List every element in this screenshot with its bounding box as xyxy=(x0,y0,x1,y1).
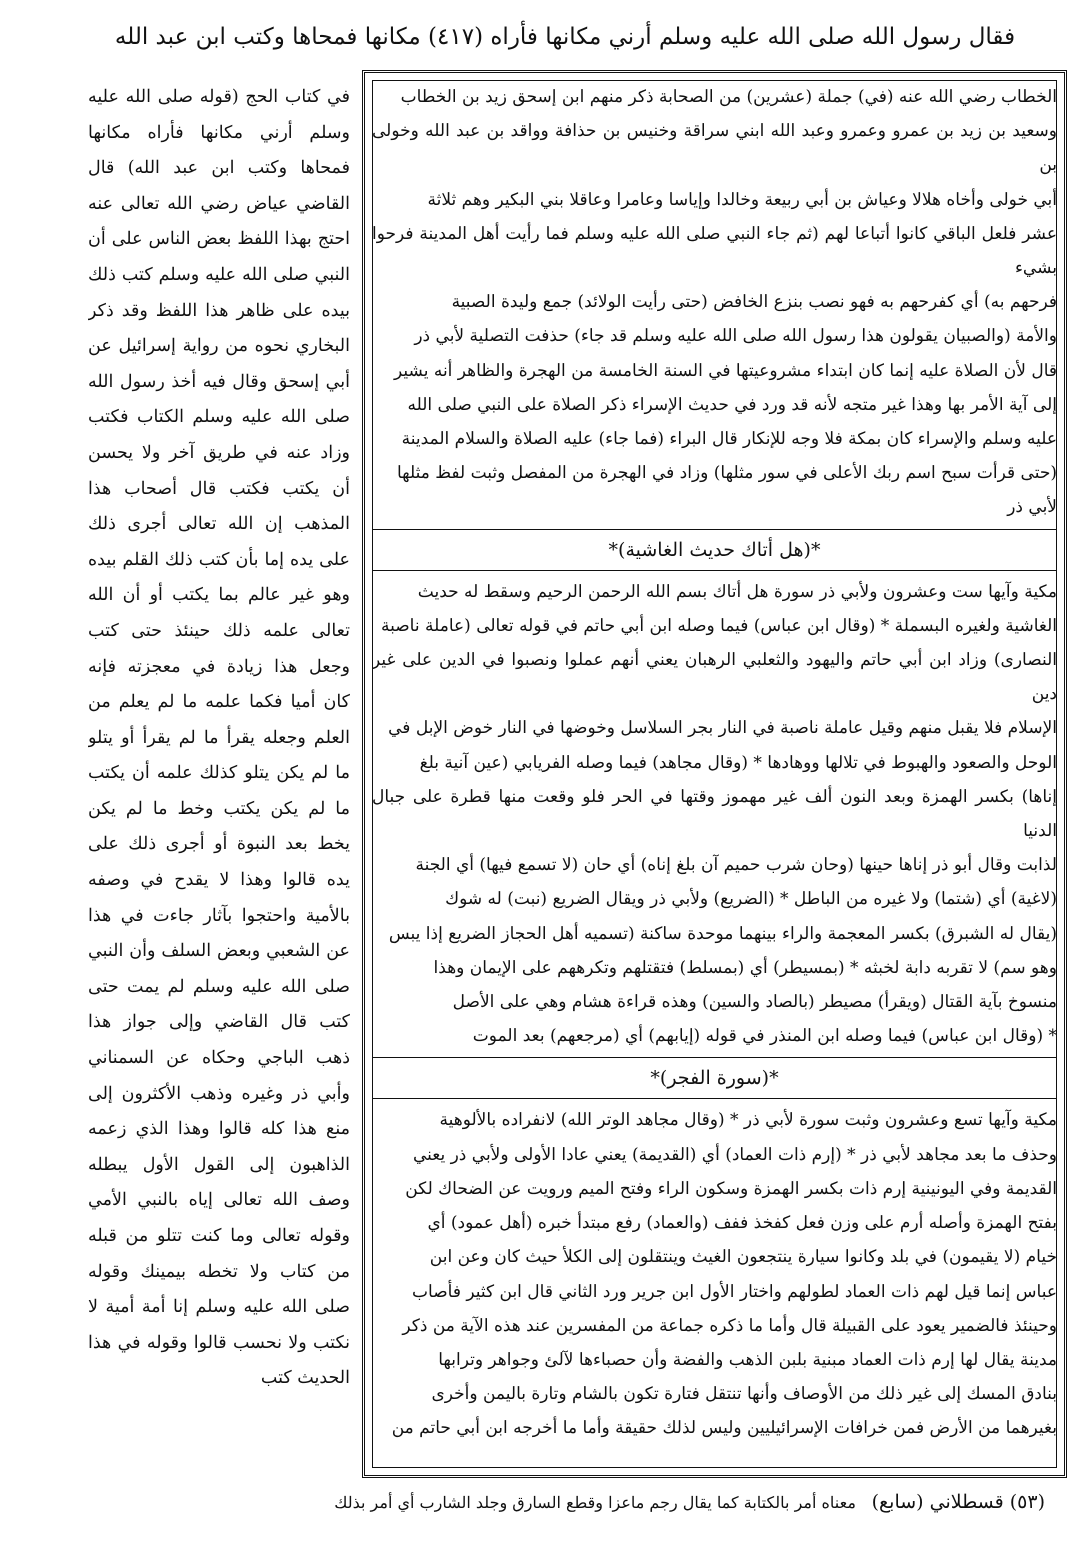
margin-commentary-column xyxy=(88,80,350,1478)
main-line: والأمة (والصبيان يقولون هذا رسول الله صلى الله عليه وسلم قد جاء) حذفت التصلية لأبي ذر xyxy=(414,326,1057,347)
main-line: وحينئذ فالضمير يعود على القبيلة قال وأما ما ذكره جماعة من المفسرين عند هذه الآية من ذكر xyxy=(402,1315,1057,1336)
section-heading-ghashiya: *(هل أتاك حديث الغاشية)* xyxy=(372,529,1057,571)
main-line: مكية وآيها تسع وعشرون وثبت سورة لأبي ذر * (وقال مجاهد الوتر الله) لانفراده بالألوهية xyxy=(439,1110,1057,1131)
main-line: (حتى قرأت سبح اسم ربك الأعلى في سور مثلها) وزاد في الهجرة من المفصل وثبت لفظ مثلها xyxy=(397,463,1057,484)
main-line: أبي خولى وأخاه هلالا وعياش بن أبي ربيعة وخالدا وإياسا وعامرا وعاقلا بني البكير وهم ثلاثة xyxy=(427,189,1057,210)
main-line: عباس إنما قيل لهم ذات العماد لطولهم واختار الأول ابن جرير ورد الثاني قال ابن كثير فأصاب xyxy=(412,1281,1057,1302)
main-line: مدينة يقال لها إرم ذات العماد مبنية بلبن الذهب والفضة وأن حصباءها لآلئ وجواهر وترابها xyxy=(438,1349,1057,1370)
main-line: الوحل والصعود والهبوط في تلالها ووهادها * (وقال مجاهد) فيما وصله الفريابي (عين آنية بلغ xyxy=(419,752,1057,773)
main-line: وحذف ما بعد مجاهد لأبي ذر * (إرم ذات العماد) أي (القديمة) يعني عادا الأولى ولأبي ذر يعني xyxy=(412,1144,1057,1165)
main-line: منسوخ بآية القتال (ويقرأ) مصيطر (بالصاد والسين) وهذه قراءة هشام وهي على الأصل xyxy=(452,992,1057,1013)
main-block-1 xyxy=(372,80,1057,525)
main-line: وسعيد بن زيد بن عمرو وعمرو وعبد الله ابني سراقة وخنيس بن حذافة وواقد بن عبد الله وخولى بن xyxy=(372,121,1057,176)
main-line: الخطاب رضي الله عنه (في) جملة (عشرين) من الصحابة ذكر منهم ابن إسحق زيد بن الخطاب xyxy=(400,87,1057,107)
main-line: وهو سم) لا تقربه دابة لخبثه * (بمسيطر) أي (بمسلط) فتقتلهم وتكرههم على الإيمان وهذا xyxy=(433,957,1057,978)
section-heading-fajr: *(سورة الفجر)* xyxy=(372,1057,1057,1099)
main-line: إناها) بكسر الهمزة وبعد النون ألف غير مهموز وقتها في الحر فلو وقعت منها قطرة على جبال الدنيا xyxy=(372,786,1057,842)
main-line: (لاغية) أي (شتما) ولا غيره من الباطل * (الضريع) ولأبي ذر ويقال الضريع (نبت) له شوك xyxy=(445,889,1057,910)
main-line: النصارى) وزاد ابن أبي حاتم واليهود والثعلبي الرهبان يعني أنهم عملوا ونصبوا في الدين على غير دين xyxy=(372,650,1057,705)
main-line: بغيرهما من الأرض فمن خرافات الإسرائيليين وليس لذلك حقيقة وأما ما أخرجه ابن أبي حاتم من xyxy=(391,1418,1057,1439)
margin-text: في كتاب الحج (قوله صلى الله عليه وسلم أرني مكانها فأراه مكانها فمحاها وكتب ابن عبد الله) قال القاضي عياض رضي الله تعالى عنه احتج بهذا اللفظ بعض الناس على أن النبي صلى الله عليه وسلم كتب ذلك بيده على ظاهر هذا اللفظ وقد ذكر البخاري نحوه من رواية إسرائيل عن أبي إسحق وقال فيه أخذ رسول الله صلى الله عليه وسلم الكتاب فكتب وزاد عنه في طريق آخر ولا يحسن أن يكتب فكتب قال أصحاب هذا المذهب إن الله تعالى أجرى ذلك على يده إما بأن كتب ذلك القلم بيده وهو غير عالم بما يكتب أو أن الله تعالى علمه ذلك حينئذ حتى كتب وجعل هذا زيادة في معجزته فإنه كان أميا فكما علمه ما لم يعلم من العلم وجعله يقرأ ما لم يقرأ أو يتلو ما لم يكن يتلو كذلك علمه أن يكتب ما لم يكن يكتب وخط ما لم يكن يخط بعد النبوة أو أجرى ذلك على يده قالوا وهذا لا يقدح في وصفه بالأمية واحتجوا بآثار جاءت في هذا عن الشعبي وبعض السلف وأن النبي صلى الله عليه وسلم لم يمت حتى كتب قال القاضي وإلى جواز هذا ذهب الباجي وحكاه عن السمناني وأبي ذر وغيره وذهب الأكثرون إلى منع هذا كله قالوا وهذا الذي زعمه الذاهبون إلى القول الأول يبطله وصف الله تعالى إياه بالنبي الأمي وقوله تعالى وما كنت تتلو من قبله من كتاب ولا تخطه بيمينك وقوله صلى الله عليه وسلم إنا أمة أمية لا نكتب ولا نحسب قالوا وقوله في هذا الحديث كتب xyxy=(88,87,350,1389)
running-header: فقال رسول الله صلى الله عليه وسلم أرني مكانها فأراه (٤١٧) مكانها فمحاها وكتب ابن عبد الله xyxy=(114,24,1016,50)
main-line: * (وقال ابن عباس) فيما وصله ابن المنذر في قوله (إيابهم) أي (مرجعهم) بعد الموت xyxy=(472,1026,1057,1047)
main-line: عشر فلعل الباقي كانوا أتباعا لهم (ثم جاء النبي صلى الله عليه وسلم فما رأيت أهل المدينة فرحوا بشيء xyxy=(372,223,1057,279)
main-line: (يقال له الشبرق) بكسر المعجمة والراء بينهما موحدة ساكنة (تسميه أهل الحجاز الضريع إذا يبس xyxy=(388,923,1057,944)
main-line: عليه وسلم والإسراء كان بمكة فلا وجه للإنكار قال البراء (فما جاء) عليه الصلاة والسلام المدينة xyxy=(401,429,1057,450)
main-block-2 xyxy=(372,575,1057,1054)
main-commentary-column xyxy=(372,80,1057,1468)
main-line: فرحهم به) أي كفرحهم به فهو نصب بنزع الخافض (حتى رأيت الولائد) جمع وليدة الصبية xyxy=(451,292,1057,313)
main-line: الإسلام فلا يقبل منهم وقيل عاملة ناصبة في النار بجر السلاسل وخوضها في النار خوض الإبل في xyxy=(388,718,1057,739)
main-line: لأبي ذر xyxy=(1007,497,1057,518)
main-line: مكية وآيها ست وعشرون ولأبي ذر سورة هل أتاك بسم الله الرحمن الرحيم وسقط له حديث xyxy=(417,581,1057,602)
main-line: بفتح الهمزة وأصله أرم على وزن فعل كفخذ ففف (والعماد) رفع مبتدأ خبره (أهل عمود) أي xyxy=(427,1213,1057,1234)
main-line: القديمة وفي اليونينية إرم ذات بكسر الهمزة وسكون الراء وفتح الميم ورويت عن الضحاك لكن xyxy=(405,1178,1057,1199)
main-line: لذابت وقال أبو ذر إناها حينها (وحان شرب حميم آن بلغ إناه) أي حان (لا تسمع فيها) أي الجنة xyxy=(415,855,1057,876)
main-line: إلى آية الأمر بها وهذا غير متجه لأنه قد ورد في حديث الإسراء ذكر الصلاة على النبي صلى الله xyxy=(407,394,1057,415)
main-line: بنادق المسك إلى غير ذلك من الأوصاف وأنها تنتقل فتارة تكون بالشام وتارة باليمن وأخرى xyxy=(431,1384,1057,1405)
main-line: قال لأن الصلاة عليه إنما كان ابتداء مشروعيتها في السنة الخامسة من الهجرة والظاهر أنه يشير xyxy=(394,360,1057,381)
signature-mark: (٥٣) قسطلاني (سابع) xyxy=(871,1491,1045,1513)
main-block-3 xyxy=(372,1103,1057,1445)
footer-note: معناه أمر بالكتابة كما يقال رجم ماعزا وقطع السارق وجلد الشارب أي أمر بذلك xyxy=(334,1493,856,1512)
page-footer xyxy=(245,1482,1055,1522)
main-line: الغاشية ولغيره البسملة * (وقال ابن عباس) فيما وصله ابن أبي حاتم في قوله تعالى (عاملة ناصبة xyxy=(381,615,1057,636)
main-line: خيام (لا يقيمون) في بلد وكانوا سيارة ينتجعون الغيث وينتقلون إلى الكلأ حيث كان وعن ابن xyxy=(429,1247,1057,1268)
